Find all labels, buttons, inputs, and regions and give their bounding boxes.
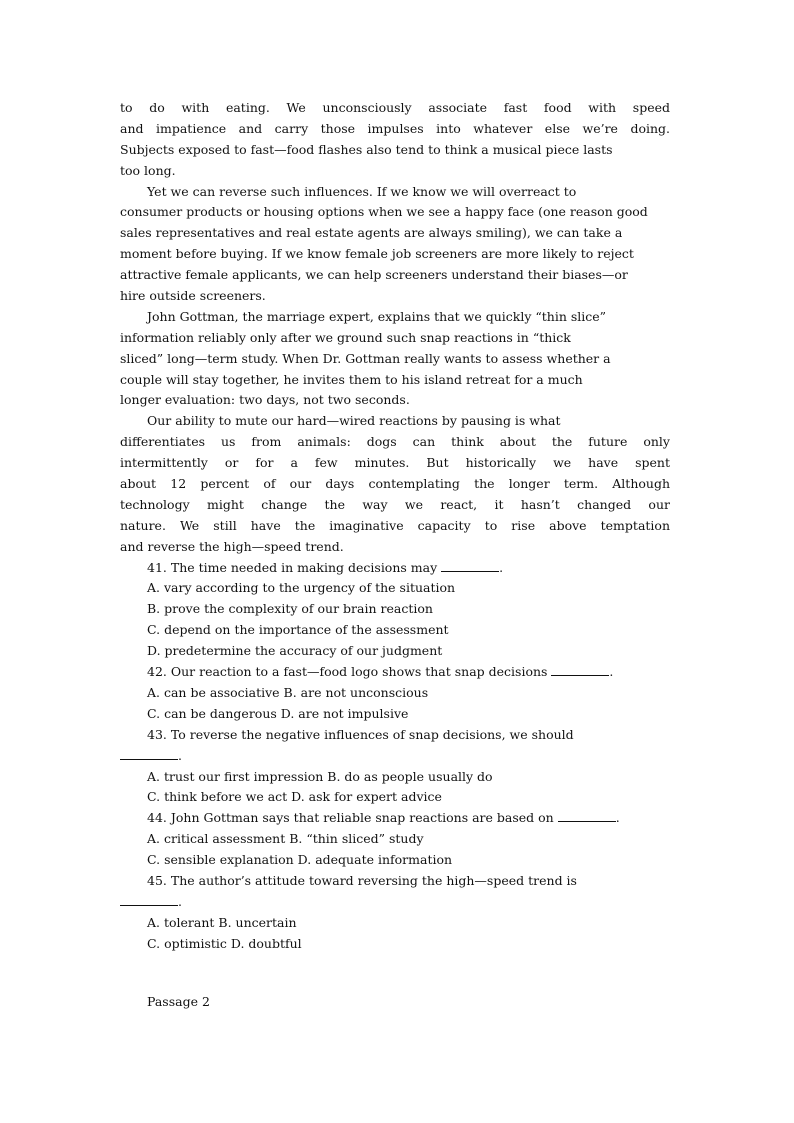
- question-45-options-ab: A. tolerant B. uncertain: [147, 914, 297, 930]
- question-43-options-ab: A. trust our first impression B. do as people usually do: [147, 768, 493, 784]
- question-44-options-ab: A. critical assessment B. “thin sliced” study: [147, 831, 424, 847]
- paragraph-line: Our ability to mute our hard—wired reactions by pausing is what: [147, 413, 561, 429]
- paragraph-line: technology might change the way we react, it hasn’t changed our: [120, 496, 670, 512]
- question-45-options-cd: C. optimistic D. doubtful: [147, 935, 302, 951]
- question-end: .: [609, 664, 614, 680]
- question-41-option-a: A. vary according to the urgency of the situation: [147, 580, 456, 596]
- paragraph-line: hire outside screeners.: [120, 288, 266, 304]
- question-42-options-cd: C. can be dangerous D. are not impulsive: [147, 705, 409, 721]
- paragraph-line: couple will stay together, he invites them to his island retreat for a much: [120, 371, 583, 387]
- question-end: .: [615, 810, 620, 826]
- answer-blank: [120, 748, 178, 760]
- paragraph-line: consumer products or housing options when we see a happy face (one reason good: [120, 204, 648, 220]
- question-42-stem: [120, 662, 670, 683]
- question-41-option-d: D. predetermine the accuracy of our judgment: [147, 643, 443, 659]
- passage-2-heading: Passage 2: [147, 994, 210, 1009]
- paragraph-line: sales representatives and real estate agents are always smiling), we can take a: [120, 225, 623, 241]
- paragraph-line: about 12 percent of our days contemplating the longer term. Although: [120, 476, 670, 492]
- paragraph-line: attractive female applicants, we can help screeners understand their biases—or: [120, 267, 628, 283]
- question-text: 44. John Gottman says that reliable snap reactions are based on: [147, 810, 558, 826]
- question-41-stem: [120, 558, 670, 579]
- paragraph-line: sliced” long—term study. When Dr. Gottman really wants to assess whether a: [120, 350, 611, 366]
- question-44-options-cd: C. sensible explanation D. adequate information: [147, 852, 453, 868]
- question-45-stem: 45. The author’s attitude toward reversing the high—speed trend is: [147, 872, 577, 888]
- paragraph-line: too long.: [120, 162, 176, 178]
- paragraph-line: and impatience and carry those impulses into whatever else we’re doing.: [120, 120, 670, 136]
- paragraph-line: nature. We still have the imaginative capacity to rise above temptation: [120, 517, 670, 533]
- paragraph-line: longer evaluation: two days, not two seconds.: [120, 392, 410, 408]
- paragraph-line: Yet we can reverse such influences. If we know we will overreact to: [147, 183, 577, 199]
- paragraph-line: John Gottman, the marriage expert, explains that we quickly “thin slice”: [147, 308, 607, 324]
- question-end: .: [178, 893, 182, 909]
- question-text: 42. Our reaction to a fast—food logo shows that snap decisions: [147, 664, 552, 680]
- paragraph-line: and reverse the high—speed trend.: [120, 538, 344, 554]
- paragraph-line: Subjects exposed to fast—food flashes also tend to think a musical piece lasts: [120, 141, 613, 157]
- question-43-blank-line: [120, 746, 670, 767]
- question-45-blank-line: [120, 892, 670, 913]
- paragraph-line: intermittently or for a few minutes. But historically we have spent: [120, 455, 670, 471]
- answer-blank: [441, 560, 499, 572]
- question-text: 41. The time needed in making decisions may: [147, 559, 442, 575]
- question-41-option-b: B. prove the complexity of our brain reaction: [147, 601, 433, 617]
- question-42-options-ab: A. can be associative B. are not unconscious: [147, 684, 429, 700]
- question-end: .: [499, 559, 504, 575]
- question-43-stem: 43. To reverse the negative influences of snap decisions, we should: [147, 726, 574, 742]
- paragraph-line: information reliably only after we ground such snap reactions in “thick: [120, 329, 571, 345]
- answer-blank: [558, 810, 616, 822]
- passage-body: [120, 98, 670, 955]
- question-41-option-c: C. depend on the importance of the assessment: [147, 622, 449, 638]
- question-44-stem: [120, 808, 670, 829]
- answer-blank: [120, 894, 178, 906]
- question-43-options-cd: C. think before we act D. ask for expert advice: [147, 789, 442, 805]
- paragraph-line: to do with eating. We unconsciously associate fast food with speed: [120, 100, 670, 115]
- paragraph-line: moment before buying. If we know female job screeners are more likely to reject: [120, 246, 634, 262]
- question-end: .: [178, 747, 182, 763]
- paragraph-line: differentiates us from animals: dogs can think about the future only: [120, 434, 670, 450]
- answer-blank: [551, 664, 609, 676]
